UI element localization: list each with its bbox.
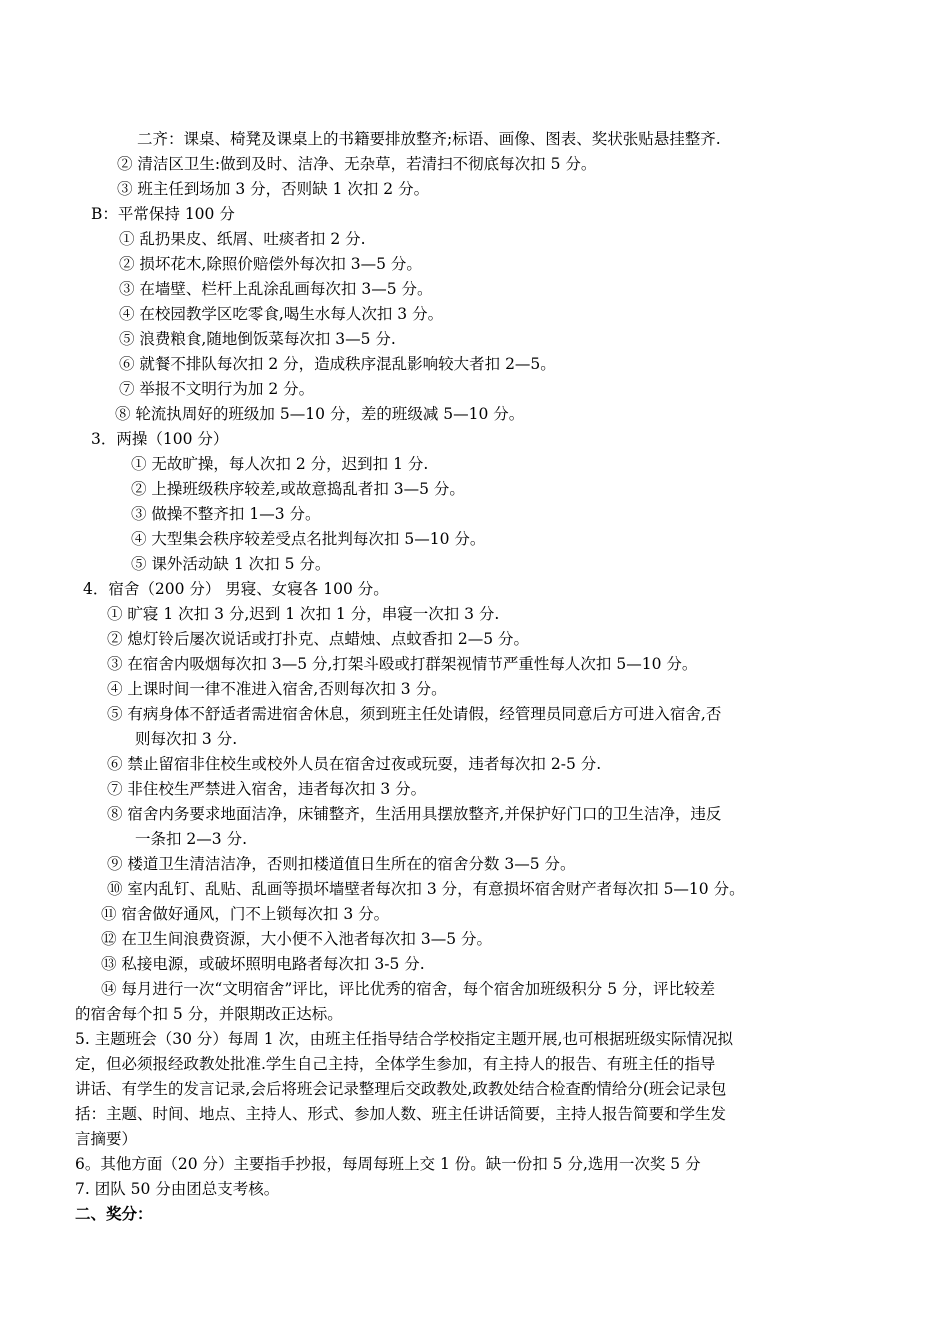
paragraph-line: 括：主题、时间、地点、主持人、形式、参加人数、班主任讲话简要，主持人报告简要和学生发 (75, 1105, 727, 1123)
text-line: 二齐：课桌、椅凳及课桌上的书籍要排放整齐;标语、画像、图表、奖状张贴悬挂整齐. (137, 130, 721, 148)
paragraph-line: 讲话、有学生的发言记录,会后将班会记录整理后交政教处,政教处结合检查酌情给分(班会记录包 (75, 1080, 727, 1098)
text-line: ③ 班主任到场加 3 分，否则缺 1 次扣 2 分。 (117, 180, 430, 198)
section-heading-bold: 二、奖分： (75, 1204, 153, 1223)
list-item: ⑤ 课外活动缺 1 次扣 5 分。 (131, 555, 331, 573)
list-item: ① 旷寝 1 次扣 3 分,迟到 1 次扣 1 分，串寝一次扣 3 分. (107, 605, 500, 623)
list-item: ④ 上课时间一律不准进入宿舍,否则每次扣 3 分。 (107, 680, 447, 698)
list-item: ⑥ 就餐不排队每次扣 2 分，造成秩序混乱影响较大者扣 2—5。 (119, 355, 556, 373)
paragraph-line: 5. 主题班会（30 分）每周 1 次，由班主任指导结合学校指定主题开展,也可根据班级实际情况拟 (75, 1030, 734, 1048)
list-item: ② 熄灯铃后屡次说话或打扑克、点蜡烛、点蚊香扣 2—5 分。 (107, 630, 530, 648)
list-item: ⑨ 楼道卫生清洁洁净，否则扣楼道值日生所在的宿舍分数 3—5 分。 (107, 855, 576, 873)
list-item: ⑫ 在卫生间浪费资源，大小便不入池者每次扣 3—5 分。 (101, 930, 493, 948)
section-heading: 4．宿舍（200 分） 男寝、女寝各 100 分。 (83, 580, 389, 598)
list-item: ③ 在墙壁、栏杆上乱涂乱画每次扣 3—5 分。 (119, 280, 433, 298)
list-item: ⑥ 禁止留宿非住校生或校外人员在宿舍过夜或玩耍，违者每次扣 2-5 分. (107, 755, 602, 773)
list-item: ⑤ 有病身体不舒适者需进宿舍休息，须到班主任处请假，经管理员同意后方可进入宿舍,否 (107, 705, 722, 723)
list-item: ⑧ 宿舍内务要求地面洁净，床铺整齐，生活用具摆放整齐,并保护好门口的卫生洁净，违反 (107, 805, 722, 823)
section-heading: 3．两操（100 分） (91, 430, 229, 448)
list-item-continued: 则每次扣 3 分. (135, 730, 238, 748)
list-item: ④ 在校园教学区吃零食,喝生水每人次扣 3 分。 (119, 305, 444, 323)
list-item: ② 损坏花木,除照价赔偿外每次扣 3—5 分。 (119, 255, 422, 273)
list-item: ③ 做操不整齐扣 1—3 分。 (131, 505, 321, 523)
list-item-continued: 一条扣 2—3 分. (135, 830, 248, 848)
list-item: ① 无故旷操，每人次扣 2 分，迟到扣 1 分. (131, 455, 429, 473)
list-item: ① 乱扔果皮、纸屑、吐痰者扣 2 分. (119, 230, 366, 248)
list-item: ② 上操班级秩序较差,或故意捣乱者扣 3—5 分。 (131, 480, 465, 498)
list-item: ⑪ 宿舍做好通风，门不上锁每次扣 3 分。 (101, 905, 390, 923)
list-item: ⑦ 非住校生严禁进入宿舍，违者每次扣 3 分。 (107, 780, 427, 798)
list-item: ⑭ 每月进行一次“文明宿舍”评比，评比优秀的宿舍，每个宿舍加班级积分 5 分，评比较差 (101, 980, 715, 998)
paragraph-line: 7. 团队 50 分由团总支考核。 (75, 1180, 280, 1198)
list-item: ⑩ 室内乱钉、乱贴、乱画等损坏墙壁者每次扣 3 分，有意损坏宿舍财产者每次扣 5—10 分。 (107, 880, 745, 898)
list-item: ⑤ 浪费粮食,随地倒饭菜每次扣 3—5 分. (119, 330, 396, 348)
paragraph-line: 言摘要） (75, 1130, 138, 1148)
list-item-continued: 的宿舍每个扣 5 分，并限期改正达标。 (75, 1005, 343, 1023)
paragraph-line: 定，但必须报经政教处批准.学生自己主持，全体学生参加，有主持人的报告、有班主任的指导 (75, 1055, 716, 1073)
list-item: ③ 在宿舍内吸烟每次扣 3—5 分,打架斗殴或打群架视情节严重性每人次扣 5—10 分。 (107, 655, 698, 673)
paragraph-line: 6。其他方面（20 分）主要指手抄报，每周每班上交 1 份。缺一份扣 5 分,选用一次奖 5 分 (75, 1155, 701, 1173)
list-item: ⑦ 举报不文明行为加 2 分。 (119, 380, 315, 398)
list-item: ⑧ 轮流执周好的班级加 5—10 分，差的班级减 5—10 分。 (115, 405, 525, 423)
list-item: ⑬ 私接电源，或破坏照明电路者每次扣 3-5 分. (101, 955, 425, 973)
section-heading: B：平常保持 100 分 (91, 205, 235, 223)
list-item: ④ 大型集会秩序较差受点名批判每次扣 5—10 分。 (131, 530, 486, 548)
text-line: ② 清洁区卫生:做到及时、洁净、无杂草，若清扫不彻底每次扣 5 分。 (117, 155, 597, 173)
